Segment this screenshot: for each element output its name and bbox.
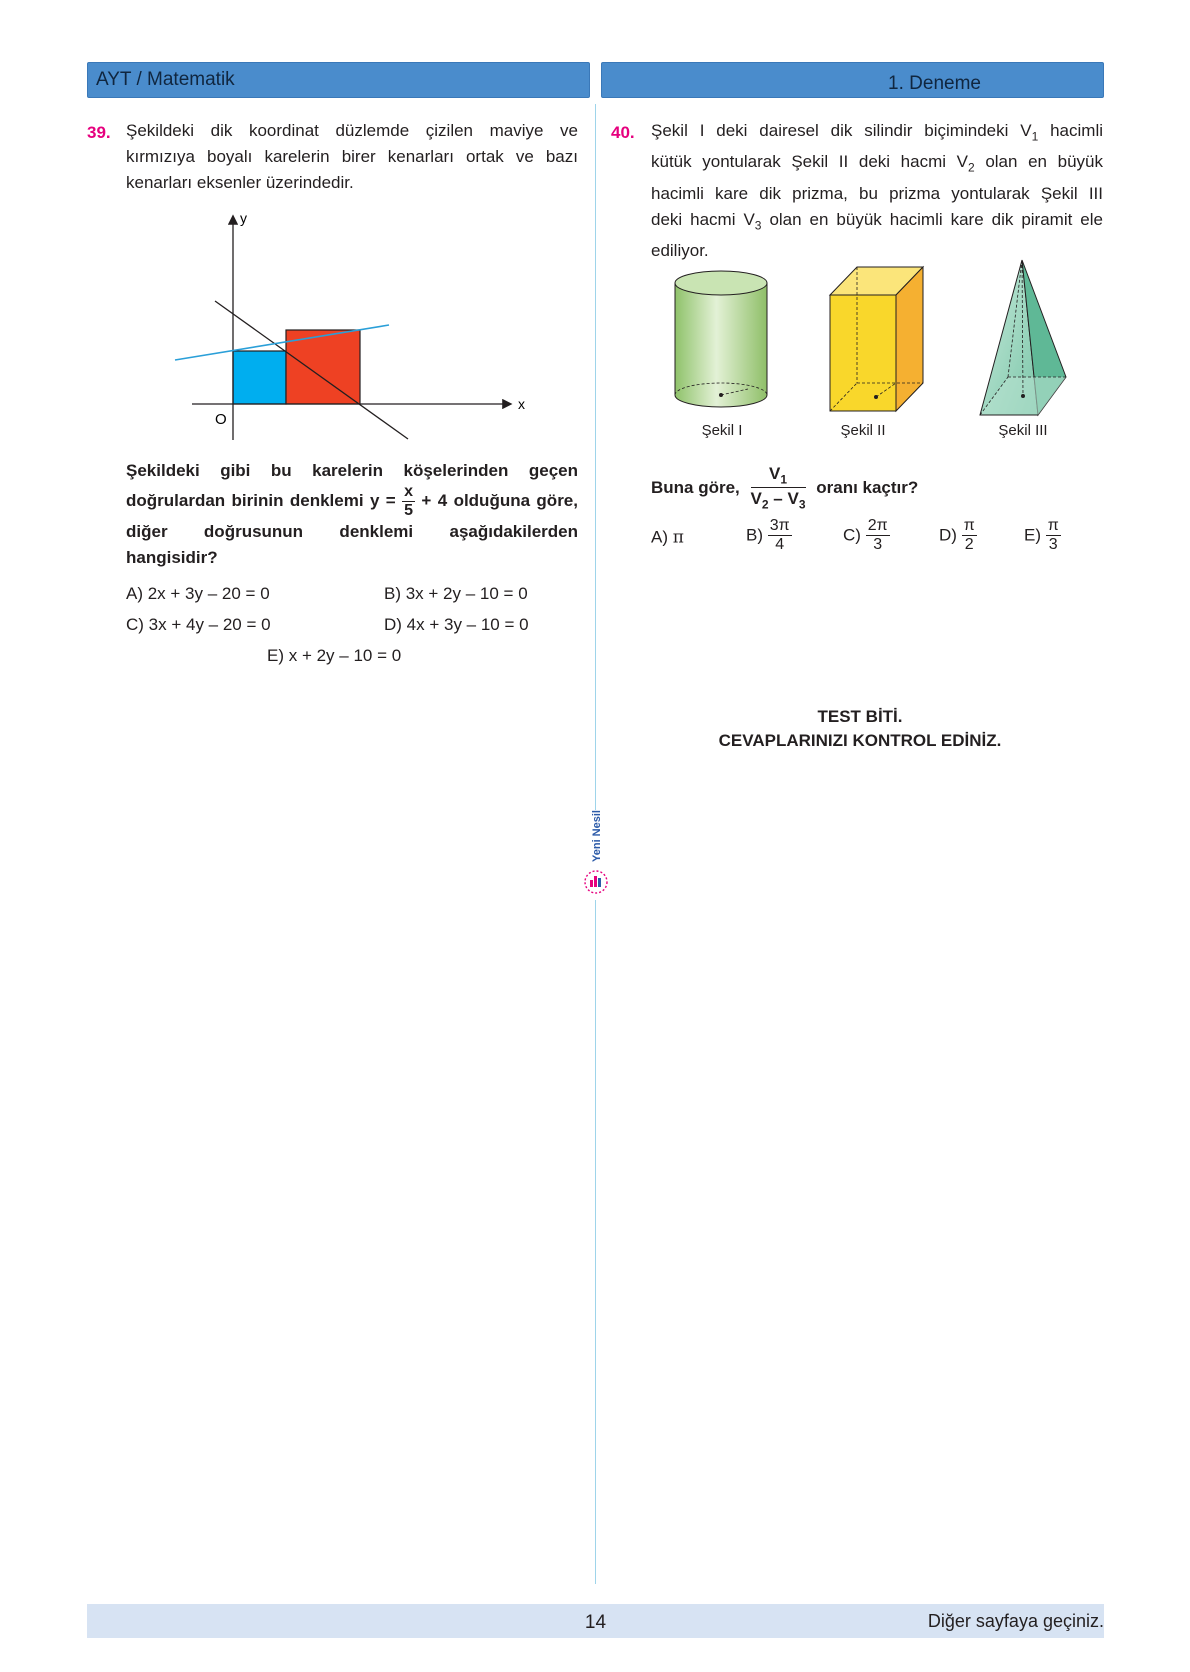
q39-question-part2: olduğuna göre, diğer doğrusunun denklemi aşağıdakilerden hangisidir? (126, 490, 578, 567)
q40-option-d[interactable]: D) $\frac{\pi}{2}$ (939, 517, 975, 553)
end-note-line1: TEST BİTİ. (817, 707, 903, 726)
end-note-line2: CEVAPLARINIZI KONTROL EDİNİZ. (718, 731, 1002, 750)
cylinder-figure (675, 271, 767, 407)
q39-option-b[interactable]: B) 3x + 2y – 10 = 0 (384, 584, 528, 603)
y-axis-label: y (240, 210, 247, 226)
q40-option-c[interactable]: C) $\frac{2\pi}{3}$ (843, 517, 888, 553)
next-page-note: Diğer sayfaya geçiniz. (927, 1611, 1104, 1631)
q39-option-a[interactable]: A) 2x + 3y – 20 = 0 (126, 584, 270, 603)
q39-question (126, 458, 578, 571)
q40-intro: Şekil I deki dairesel dik silindir biçimindeki $V_1$ hacimli kütük yontularak Şekil II deki hacmi $V_2$ olan en büyük hacimli kare dik prizma, bu prizma yontularak Şekil III deki hacmi $V_3$ olan en büyük hacimli kare dik piramit ele ediliyor. (651, 121, 1103, 261)
origin-label: O (215, 411, 227, 428)
q39-intro: Şekildeki dik koordinat düzlemde çizilen maviye ve kırmızıya boyalı karelerin birer kenarları ortak ve bazı kenarları eksenler üzerindedir. (126, 121, 578, 192)
brand-logo (581, 810, 611, 900)
q40-option-a[interactable]: A) π (651, 527, 684, 548)
q40-option-e[interactable]: E) $\frac{\pi}{3}$ (1024, 517, 1059, 553)
footer-bar (87, 1604, 1104, 1638)
fig2-caption: Şekil II (840, 422, 886, 439)
q40-option-b[interactable]: B) $\frac{3\pi}{4}$ (746, 517, 790, 553)
q39-question-part1: Şekildeki gibi bu karelerin köşelerinden geçen doğrulardan birinin denklemi (126, 461, 578, 510)
brand-text: Yeni Nesil (591, 810, 603, 862)
q39-coordinate-figure (170, 205, 540, 450)
q40-ratio: $\frac{V_1}{V_2 - V_3}$ (750, 464, 806, 512)
x-axis-label: x (518, 396, 525, 412)
q39-option-c[interactable]: C) 3x + 4y – 20 = 0 (126, 615, 271, 634)
q40-figures (660, 255, 1090, 425)
q39-option-e[interactable]: E) x + 2y – 10 = 0 (267, 646, 402, 665)
q40-question: Buna göre, $\frac{V_1}{V_2 - V_3}$ oranı kaçtır? (651, 464, 919, 512)
q40-number: 40. (611, 123, 635, 142)
fig1-caption: Şekil I (701, 422, 743, 439)
q39-given-equation: y = $\frac{x}{5}$ + 4 (369, 483, 448, 519)
q39-number: 39. (87, 123, 111, 142)
fig3-caption: Şekil III (998, 422, 1048, 439)
page-number: 14 (584, 1612, 607, 1633)
pyramid-figure (980, 260, 1066, 415)
header-exam: 1. Deneme (601, 62, 1104, 98)
q39-option-d[interactable]: D) 4x + 3y – 10 = 0 (384, 615, 529, 634)
prism-figure (830, 267, 923, 411)
red-square (286, 330, 360, 404)
blue-square (233, 351, 286, 404)
header-subject: AYT / Matematik (87, 62, 590, 98)
